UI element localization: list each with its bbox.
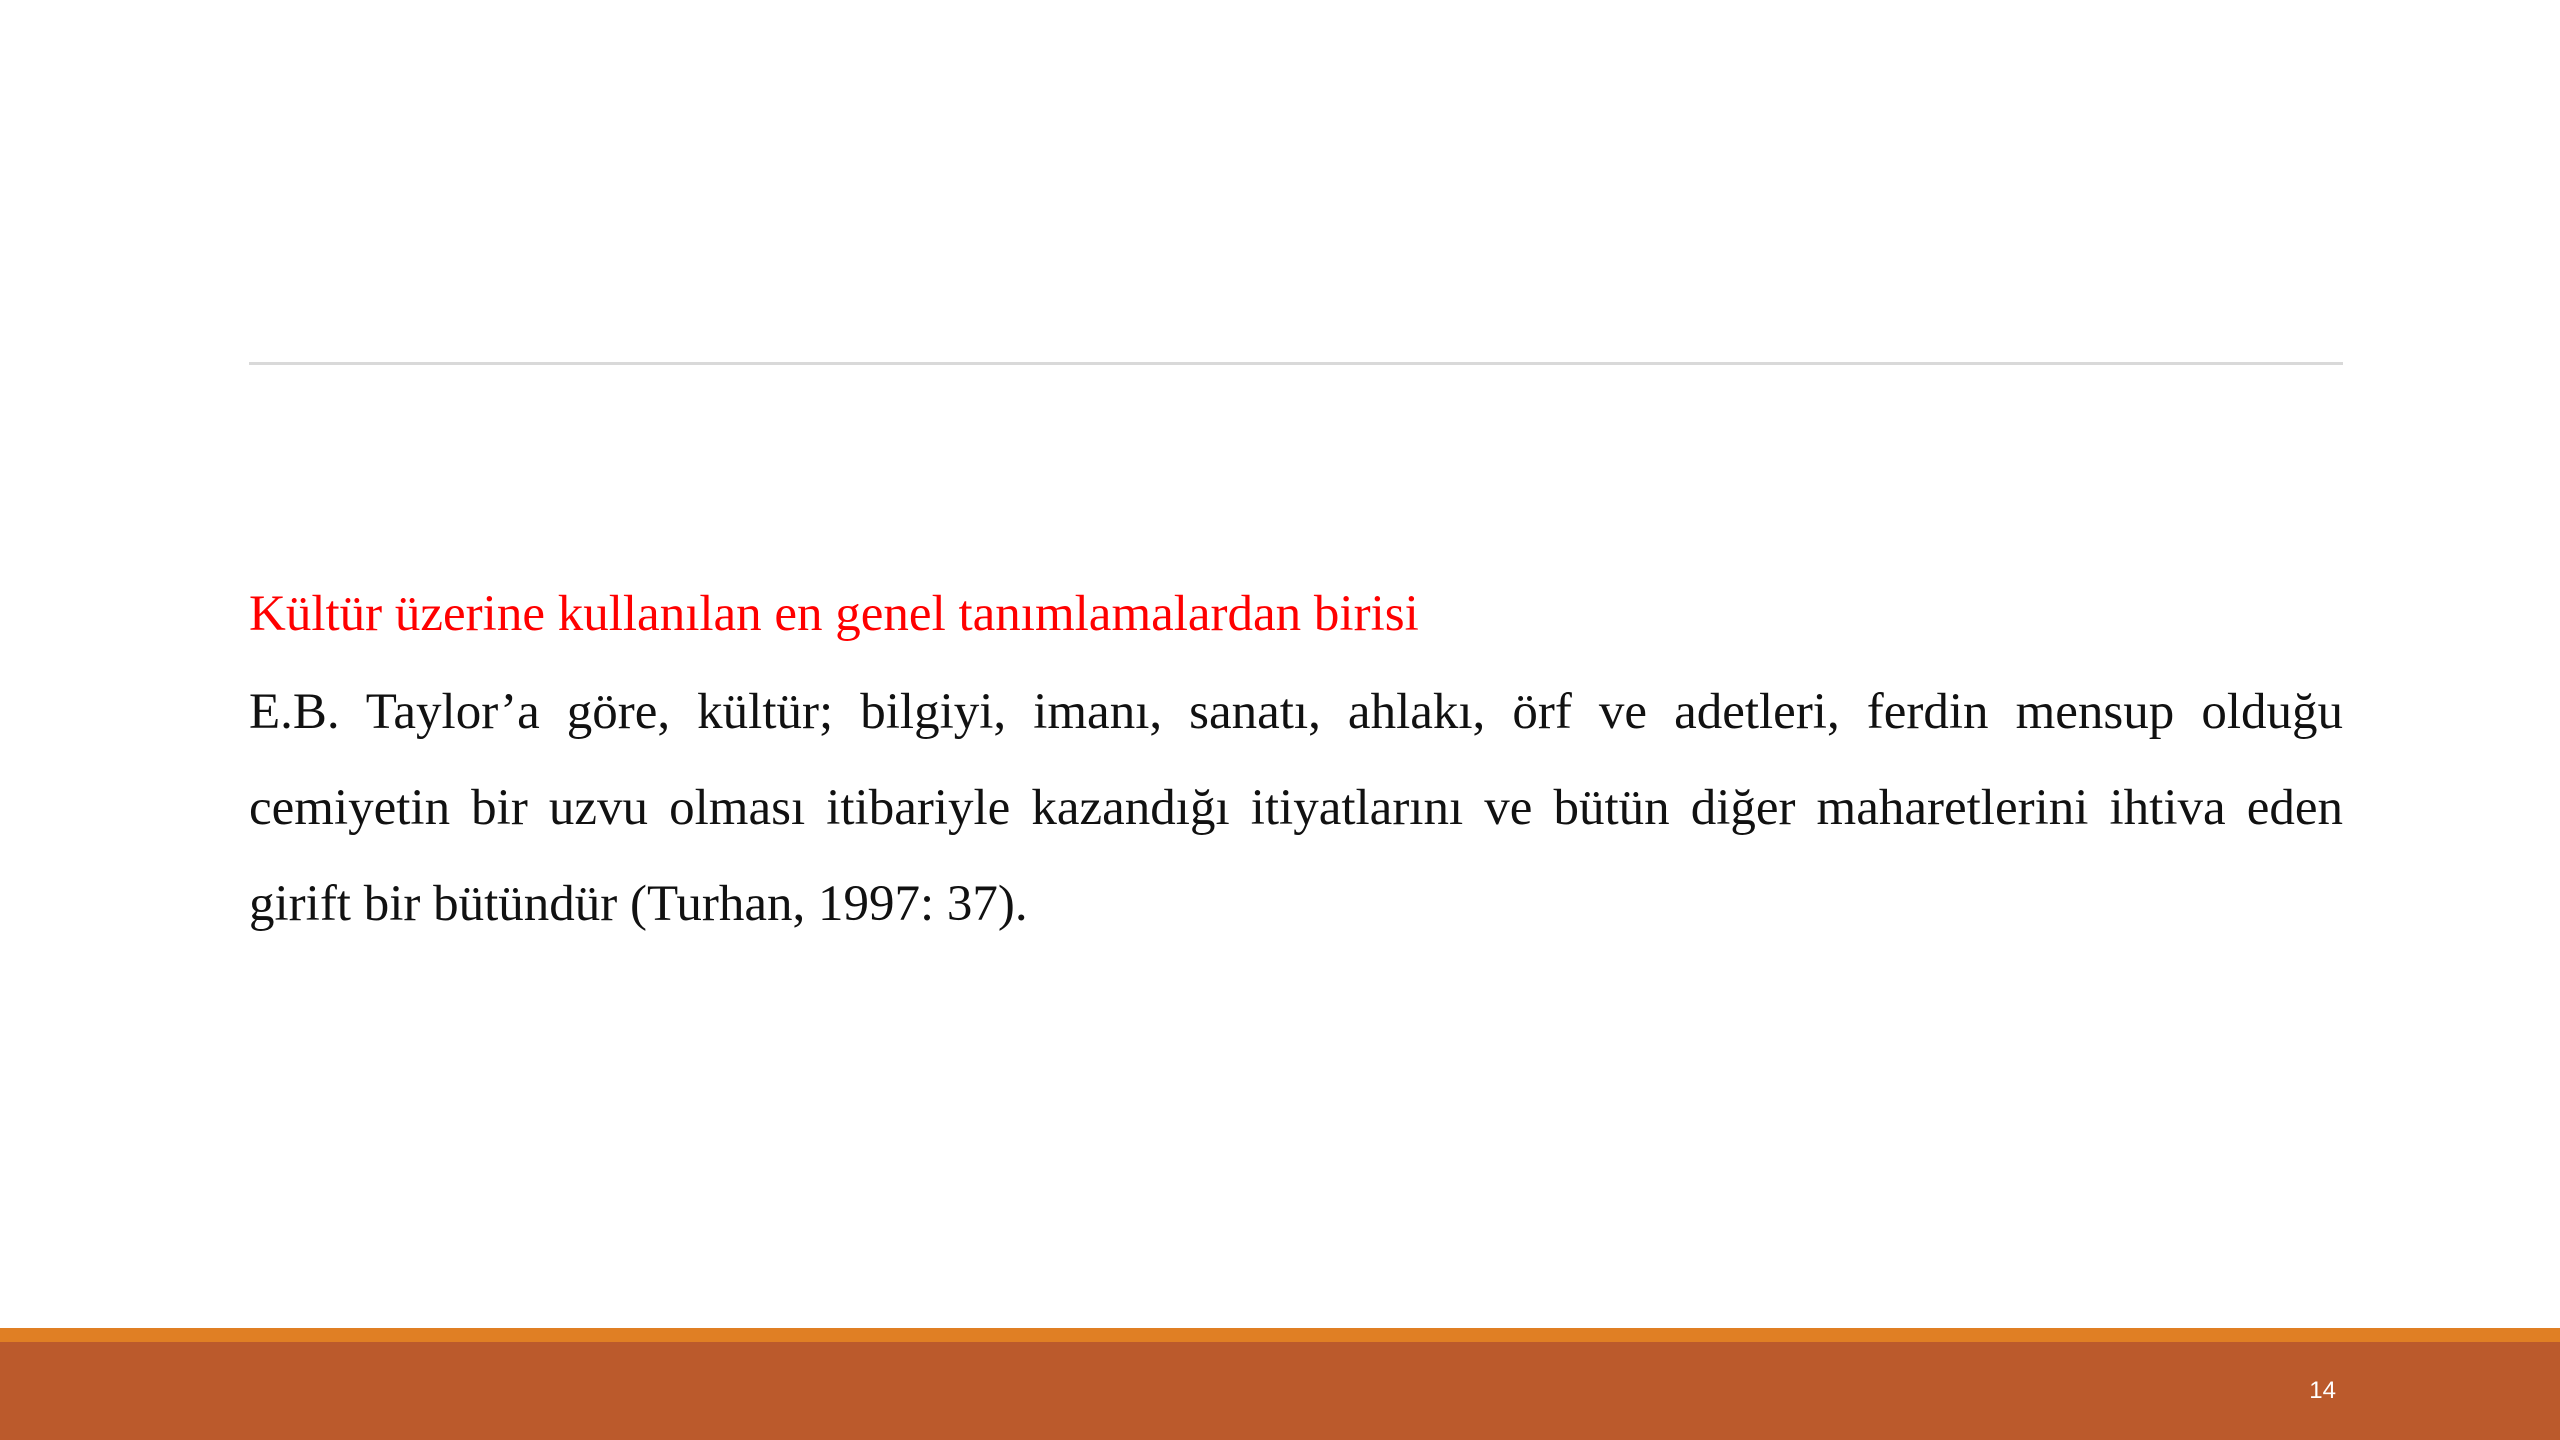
- footer-bar: [0, 1342, 2560, 1440]
- slide-content: [249, 578, 2343, 952]
- slide-subtitle: Kültür üzerine kullanılan en genel tanımlamalardan birisi: [249, 586, 1419, 642]
- footer-stripe: [0, 1328, 2560, 1342]
- page-number: 14: [2309, 1377, 2336, 1404]
- slide-body-text: E.B. Taylor’a göre, kültür; bilgiyi, imanı, sanatı, ahlakı, örf ve adetleri, ferdin mensup olduğu cemiyetin bir uzvu olması itibariyle kazandığı itiyatlarını ve bütün diğer maharetlerini ihtiva eden girift bir bütündür (Turhan, 1997: 37).: [249, 684, 2343, 932]
- title-divider: [249, 362, 2343, 365]
